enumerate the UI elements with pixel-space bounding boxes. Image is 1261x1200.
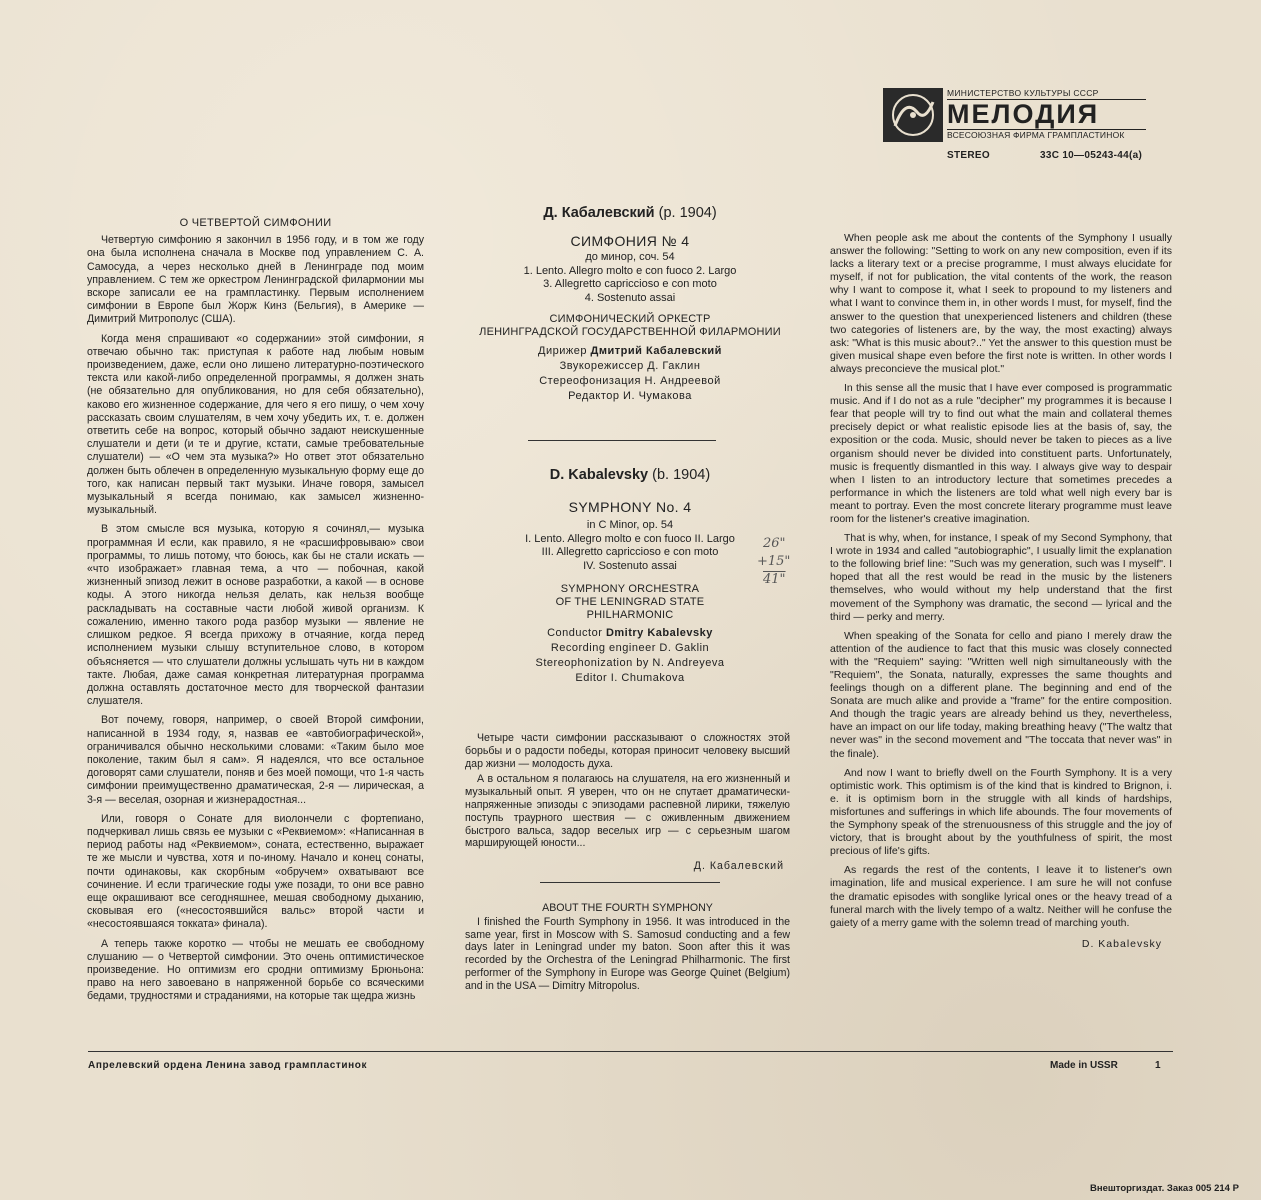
logo-ministry: МИНИСТЕРСТВО КУЛЬТУРЫ СССР xyxy=(947,88,1146,100)
engineer-ru: Звукорежиссер Д. Гаклин xyxy=(559,360,701,372)
center-credits-ru xyxy=(470,205,790,404)
conductor-en-name: Dmitry Kabalevsky xyxy=(605,627,713,639)
left-paragraph: Или, говоря о Сонате для виолончели с фортепиано, подчеркивал лишь связь ее музыки с «Реквиемом»: «Написанная в период работы над «Реквиемом», соната, естественно, выражает те же мысли и чувства, хотя и по-иному. Начало и конец сонаты, почти одинаковы, как скорбным «обручем» охватывают все сочинение. И если трагические годы уже позади, то они все равно еще окрашивают все сегодняшнее, мешая свободному дыханию, сковывая его («несостоявшийся вальс» второй части и «несостоявшаяся токката» финала). xyxy=(87,812,424,931)
conductor-ru-label: Дирижер xyxy=(538,345,587,357)
right-column-essay xyxy=(830,232,1172,951)
quote-block-ru xyxy=(465,732,790,873)
quote-paragraph: Четыре части симфонии рассказывают о сложностях этой борьбы и о радости победы, которая приносит человеку высший дар жизни — молодость духа. xyxy=(465,732,790,770)
footer-vneshtorg: Внешторгиздат. Заказ 005 214 Р xyxy=(1090,1183,1239,1194)
orchestra-en-3: PHILHARMONIC xyxy=(586,609,674,621)
symphony-title-en: SYMPHONY No. 4 xyxy=(568,499,692,515)
footer-made-in: Made in USSR xyxy=(1050,1060,1118,1071)
movements-ru-1: 1. Lento. Allegro molto e con fuoco 2. Largo xyxy=(523,264,737,277)
handwritten-timing-b: +15" xyxy=(757,554,791,569)
left-paragraph: В этом смысле вся музыка, которую я сочинял,— музыка программная И если, как правило, я не «расшифровываю» свои программы, то лишь потому, что боюсь, как бы не стали искать — «что изображает» главная тема, а что — побочная, какой жизненный эпизод лежит в основе разработки, а какой — в основе коды. А этого никогда нельзя делать, как нельзя вообще раскладывать на составные части любой живой организм. К сожалению, именно такого рода разбор музыки — явление не слишком редкое. Я всегда прихожу в отчаяние, когда перед исполнением музыки слышу вступительное слово, в котором объясняется — что слушатели должны услышать чуть ни в каждом такте. Любая, даже самая конкретная литературная программа должна оставлять достаточное место для творческой фантазии слушателя. xyxy=(87,523,424,708)
left-heading: О ЧЕТВЕРТОЙ СИМФОНИИ xyxy=(179,217,332,229)
right-paragraph: When people ask me about the contents of the Symphony I usually answer the following: "Setting to work on any new composition, even if its lacks a literary text or a precise programme, I must always elucidate for myself, if not for publication, the vital contents of the work, the reason why I want to compose it, what I seek to propound to my listeners and what I want to convince them in, in other words I must, for myself, find the answer to the question that unexperienced listeners and children (these two categories of listeners are, by the way, the most exacting) always ask: "What is this music about?.." Yet the answer to this question must be given musical shape even before the first note is written. In other words I always preconcieve the musical plot." xyxy=(830,232,1172,375)
left-paragraph: Четвертую симфонию я закончил в 1956 году, и в том же году она была исполнена сначала в Москве под управлением С. А. Самосуда, а через несколько дней в Ленинграде под моим управлением. С тем же оркестром Ленинградской филармонии мы вскоре записали ее на грампластинку. Первым исполнением симфонии в Европе был Жорж Кинз (Бельгия), в Америке — Димитрий Митрополус (США). xyxy=(87,234,424,326)
conductor-en-label: Conductor xyxy=(547,627,603,639)
about-heading: ABOUT THE FOURTH SYMPHONY xyxy=(542,902,713,914)
stereophonization-en: Stereophonization by N. Andreyeva xyxy=(535,657,725,669)
catalog-number: 33С 10—05243-44(а) xyxy=(1040,150,1143,161)
handwritten-timing-c: 41" xyxy=(763,572,786,587)
composer-ru-years: (р. 1904) xyxy=(658,205,717,221)
footer-rule xyxy=(88,1051,1173,1052)
quote-paragraph: А в остальном я полагаюсь на слушателя, на его жизненный и музыкальный опыт. Я уверен, что он не спутает драматически-напряженные эпизоды с эпизодами распевной лирики, тяжелую поступь траурного шествия — с оживленным движением быстрого вальса, задор веселых игр — с серьезным шагом марширующей юности... xyxy=(465,773,790,850)
center-divider xyxy=(528,440,716,441)
right-signature: D. Kabalevsky xyxy=(1081,937,1162,950)
movements-en-1: I. Lento. Allegro molto e con fuoco II. Largo xyxy=(525,532,735,545)
left-column-essay xyxy=(87,217,424,1010)
logo-firm: ВСЕСОЮЗНАЯ ФИРМА ГРАМПЛАСТИНОК xyxy=(947,129,1146,141)
left-paragraph: А теперь также коротко — чтобы не мешать ее свободному слушанию — о Четвертой симфонии. Это очень оптимистическое произведение. Но оптимизм его сродни оптимизму Брюньона: право на него завоевано в напряженной борьбе со всяческими бедами, трудностями и страданиями, на которые так щедра жизнь xyxy=(87,937,424,1003)
movements-en-3: IV. Sostenuto assai xyxy=(583,559,677,572)
editor-en: Editor I. Chumakova xyxy=(575,672,685,684)
handwritten-timing-a: 26" xyxy=(763,536,786,551)
editor-ru: Редактор И. Чумакова xyxy=(568,390,692,402)
left-paragraph: Когда меня спрашивают «о содержании» этой симфонии, я отвечаю обычно так: приступая к работе над любым новым произведением, даже, если оно лишено литературно-поэтического текста или какой-либо определенной программы, я должен знать (не обязательно для опубликования, но для себя обязательно), каково его жизненное содержание, для чего я его пишу, о чем хочу рассказать своим слушателям, в чем хочу убедить их, т. е. должен ответить себе на вопрос, который обычно задают неискушенные слушатели и дети (и те и другие, кстати, самые требовательные слушатели) — «О чем эта музыка?» Но ответ этот обязательно должен быть облечен в определенную музыкальную форму еще до того, как написан первый такт музыки. Иначе говоря, замысел музыкальный я всегда понимаю, как замысел жизненно-музыкальный. xyxy=(87,332,424,517)
composer-ru-name: Д. Кабалевский xyxy=(543,205,655,221)
footer-page-number: 1 xyxy=(1155,1060,1161,1071)
conductor-ru-name: Дмитрий Кабалевский xyxy=(590,345,722,357)
stereo-label: STEREO xyxy=(947,150,990,161)
center-credits-en xyxy=(470,467,790,686)
composer-ru xyxy=(470,205,790,221)
about-divider xyxy=(540,882,720,883)
composer-en-years: (b. 1904) xyxy=(652,467,711,483)
quote-signature: Д. Кабалевский xyxy=(693,860,784,873)
engineer-en: Recording engineer D. Gaklin xyxy=(550,642,710,654)
orchestra-en-1: SYMPHONY ORCHESTRA xyxy=(560,583,700,595)
stereophonization-ru: Стереофонизация Н. Андреевой xyxy=(539,375,721,387)
movements-ru-3: 4. Sostenuto assai xyxy=(584,291,676,304)
about-block-en xyxy=(465,902,790,993)
footer-plant: Апрелевский ордена Ленина завод грампластинок xyxy=(88,1060,368,1071)
right-paragraph: That is why, when, for instance, I speak of my Second Symphony, that I wrote in 1934 and called "autobiographic", I usually limit the explanation to the following brief line: "Such was my generation, such was I myself". I hoped that all the rest would be read in the music by the listeners themselves, who would without my help understand that the first movement of the Symphony was dramatic, the second — lyrical and the third — perky and merry. xyxy=(830,532,1172,623)
symphony-title-ru: СИМФОНИЯ № 4 xyxy=(570,233,690,249)
logo-brand: МЕЛОДИЯ xyxy=(947,99,1100,129)
melodiya-emblem-icon xyxy=(883,88,943,142)
composer-en xyxy=(470,467,790,483)
orchestra-ru-1: СИМФОНИЧЕСКИЙ ОРКЕСТР xyxy=(549,313,711,325)
right-paragraph: In this sense all the music that I have ever composed is programmatic music. And if I do not as a rule "decipher" my programmes it is because I fear that people will try to find out what the main and collateral themes precisely depict or what realistic episode lies at the basis of, say, the exposition or the coda. Music, should never be taken to pieces as a live organism should never be divided into constituent parts. Unfortunately, music is frequently dismantled in this way. I always give way to despair when I listen to an introductory lecture that sometimes precedes a performance in which the listeners are told what well nigh every bar is meant to portray. Even the most concrete literary programme must leave room for the listener's creative imagination. xyxy=(830,382,1172,525)
movements-ru-2: 3. Allegretto capriccioso e con moto xyxy=(543,278,717,290)
logo-text-block xyxy=(947,88,1146,142)
right-paragraph: And now I want to briefly dwell on the Fourth Symphony. It is a very optimistic work. This optimism is of the kind that is kindred to Brignon, i. e. it is optimism born in the struggle with all kinds of hardships, misfortunes and sufferings in which life abounds. The four movements of the Symphony speak of the strenuousness of this struggle and the joy of victory, that is brought about by the youthfulness of spirit, the most precious of life's gifts. xyxy=(830,766,1172,858)
left-paragraph: Вот почему, говоря, например, о своей Второй симфонии, написанной в 1934 году, я, назвав ее «автобиографической», ограничивался обычно несколькими словами: «Таким было мое поколение, таким был я сам». Я надеялся, что все остальное договорят сами слушатели, поняв и без моей помощи, что 1-я часть симфонии преимущественно драматическая, 2-я — лирическая, а 3-я — веселая, озорная и жизнерадостная... xyxy=(87,714,424,806)
about-text: I finished the Fourth Symphony in 1956. It was introduced in the same year, first in Moscow with S. Samosud conducting and a few days later in Leningrad under my baton. Soon after this it was recorded by the Orchestra of the Leningrad Philharmonic. The first performer of the Symphony in Europe was George Quinet (Belgium) and in the USA — Dimitry Mitropolus. xyxy=(465,915,790,992)
composer-en-name: D. Kabalevsky xyxy=(549,467,649,483)
symphony-key-en: in C Minor, op. 54 xyxy=(586,519,674,531)
right-paragraph: As regards the rest of the contents, I leave it to listener's own imagination, life and musical experience. I am sure he will not confuse the dramatic episodes with songlike lyrical ones or the heavy tread of a funeral march with the lively tempo of a waltz. Neither will he confuse the gaiety of a merry game with the solemn tread of marching youth. xyxy=(830,864,1172,929)
conductor-ru xyxy=(470,344,790,359)
conductor-en xyxy=(470,626,790,641)
orchestra-en-2: OF THE LENINGRAD STATE xyxy=(555,596,705,608)
melodiya-logo xyxy=(883,88,1146,142)
movements-en-2: III. Allegretto capriccioso e con moto xyxy=(541,546,719,558)
right-paragraph: When speaking of the Sonata for cello and piano I merely draw the attention of the audience to fact that this music was closely connected with the "Requiem" saying: "Written well nigh simultaneously with the "Requiem", the Sonata, naturally, expresses the same thoughts and feelings though on a different plane. The beginning and end of the Sonata are much alike and provide a "frame" for the entire composition. And though the tragic years are already behind us they, nevertheless, have an impact on our life today, making breathing heavy ("The waltz that never was" in the second movement and "The toccata that never was" in the finale). xyxy=(830,629,1172,760)
orchestra-ru-2: ЛЕНИНГРАДСКОЙ ГОСУДАРСТВЕННОЙ ФИЛАРМОНИИ xyxy=(479,326,781,338)
symphony-key-ru: до минор, соч. 54 xyxy=(585,251,675,263)
